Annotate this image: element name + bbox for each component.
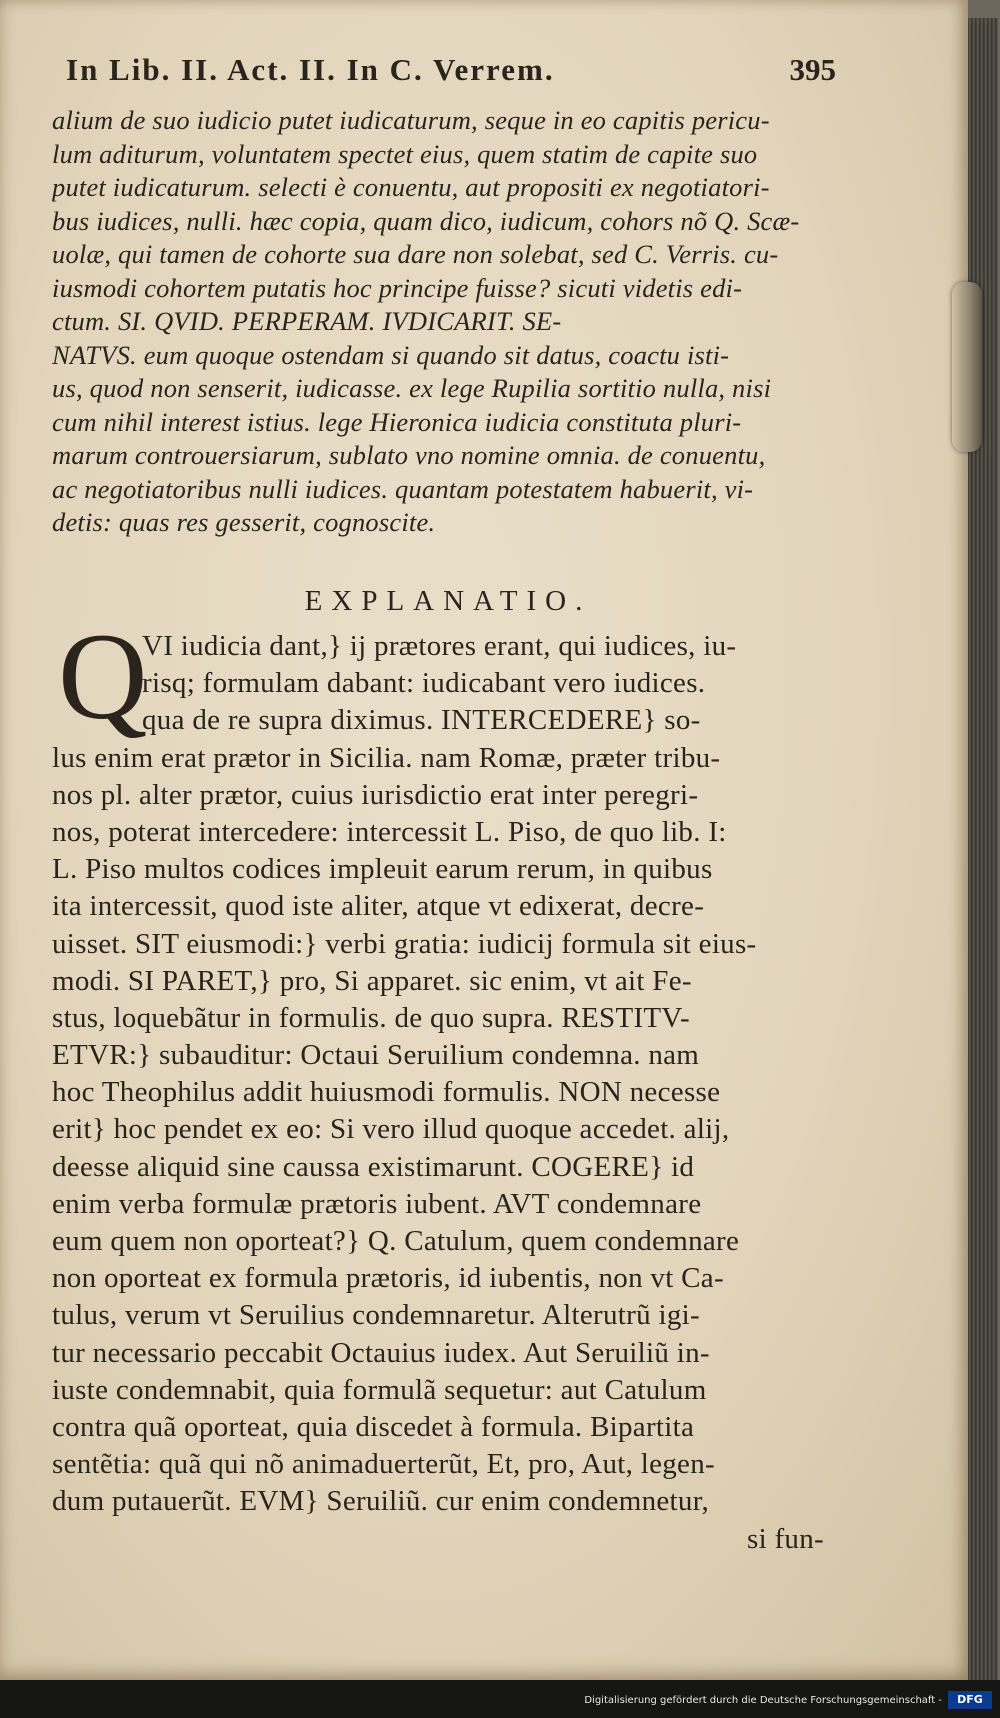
page-number: 395 xyxy=(789,52,836,87)
text-line: contra quã oporteat, quia discedet à formula. Bipartita xyxy=(52,1410,695,1443)
text-line: ac negotiatoribus nulli iudices. quantam potestatem habuerit, vi- xyxy=(52,473,754,504)
text-line: putet iudicaturum. selecti è conuentu, aut propositi ex negotiatori- xyxy=(52,172,770,202)
text-line: qua de re supra diximus. INTERCEDERE} so- xyxy=(142,704,701,737)
commentary-text-block xyxy=(52,628,844,1558)
text-line: stus, loquebãtur in formulis. de quo supra. RESTITV- xyxy=(52,1001,690,1034)
text-line: deesse aliquid sine caussa existimarunt. COGERE} id xyxy=(52,1150,695,1183)
text-line: lum aditurum, voluntatem spectet eius, quem statim de capite suo xyxy=(52,138,758,169)
text-line: modi. SI PARET,} pro, Si apparet. sic enim, vt ait Fe- xyxy=(52,964,692,997)
digitization-credit: Digitalisierung gefördert durch die Deutsche Forschungsgemeinschaft - xyxy=(584,1695,942,1706)
text-line: VI iudicia dant,} ij prætores erant, qui iudices, iu- xyxy=(142,630,737,662)
text-line: bus iudices, nulli. hæc copia, quam dico, iudicum, cohors nõ Q. Scæ- xyxy=(52,205,800,236)
text-line: uisset. SIT eiusmodi:} verbi gratia: iudicij formula sit eius- xyxy=(52,927,757,960)
text-line: eum quem non oporteat?} Q. Catulum, quem condemnare xyxy=(52,1225,740,1257)
text-line: lus enim erat prætor in Sicilia. nam Romæ, præter tribu- xyxy=(52,741,721,774)
book-clasp xyxy=(952,282,982,452)
text-line: erit} hoc pendet ex eo: Si vero illud quoque accedet. alij, xyxy=(52,1113,730,1146)
text-line: detis: quas res gesserit, cognoscite. xyxy=(52,507,436,537)
italic-text-block xyxy=(52,104,844,540)
text-line: us, quod non senserit, iudicasse. ex lege Rupilia sortitio nulla, nisi xyxy=(52,373,772,403)
running-head xyxy=(66,52,836,88)
text-line: L. Piso multos codices impleuit earum rerum, in quibus xyxy=(52,853,713,886)
text-line: sentẽtia: quã qui nõ animaduerterũt, Et, pro, Aut, legen- xyxy=(52,1448,715,1481)
dfg-logo: DFG xyxy=(948,1691,992,1709)
text-line: NATVS. eum quoque ostendam si quando sit datus, coactu isti- xyxy=(52,339,730,370)
text-line: tulus, verum vt Seruilius condemnaretur. Alterutrũ igi- xyxy=(52,1299,700,1332)
text-line: ETVR:} subauditur: Octaui Seruilium condemna. nam xyxy=(52,1039,700,1072)
text-line: enim verba formulæ prætoris iubent. AVT condemnare xyxy=(52,1187,702,1220)
text-line: iusmodi cohortem putatis hoc principe fuisse? sicuti videtis edi- xyxy=(52,272,743,303)
text-line: iuste condemnabit, quia formulã sequetur: aut Catulum xyxy=(52,1373,707,1406)
text-line: tur necessario peccabit Octauius iudex. Aut Seruiliũ in- xyxy=(52,1336,710,1369)
text-line: nos pl. alter prætor, cuius iurisdictio erat inter peregri- xyxy=(52,778,699,811)
section-heading: EXPLANATIO. xyxy=(304,585,592,617)
page-edges xyxy=(968,18,998,1682)
text-line: hoc Theophilus addit huiusmodi formulis. NON necesse xyxy=(52,1076,721,1109)
text-line: risq; formulam dabant: iudicabant vero iudices. xyxy=(142,667,706,700)
text-line: uolæ, qui tamen de cohorte sua dare non solebat, sed C. Verris. cu- xyxy=(52,239,779,269)
text-line: cum nihil interest istius. lege Hieronica iudicia constituta pluri- xyxy=(52,406,742,437)
text-line: ita intercessit, quod iste aliter, atque vt edixerat, decre- xyxy=(52,890,705,923)
catchword: si fun- xyxy=(746,1522,824,1555)
text-line: dum putauerũt. EVM} Seruiliũ. cur enim condemnetur, xyxy=(52,1485,710,1518)
text-line: non oporteat ex formula prætoris, id iubentis, non vt Ca- xyxy=(52,1262,724,1295)
drop-cap: Q xyxy=(58,608,148,745)
text-line: marum controuersiarum, sublato vno nomine omnia. de conuentu, xyxy=(52,440,766,470)
running-head-title: In Lib. II. Act. II. In C. Verrem. xyxy=(66,52,555,87)
text-line: ctum. SI. QVID. PERPERAM. IVDICARIT. SE- xyxy=(52,306,562,336)
text-line: nos, poterat intercedere: intercessit L. Piso, de quo lib. I: xyxy=(52,815,727,848)
text-line: alium de suo iudicio putet iudicaturum, seque in eo capitis pericu- xyxy=(52,105,770,135)
